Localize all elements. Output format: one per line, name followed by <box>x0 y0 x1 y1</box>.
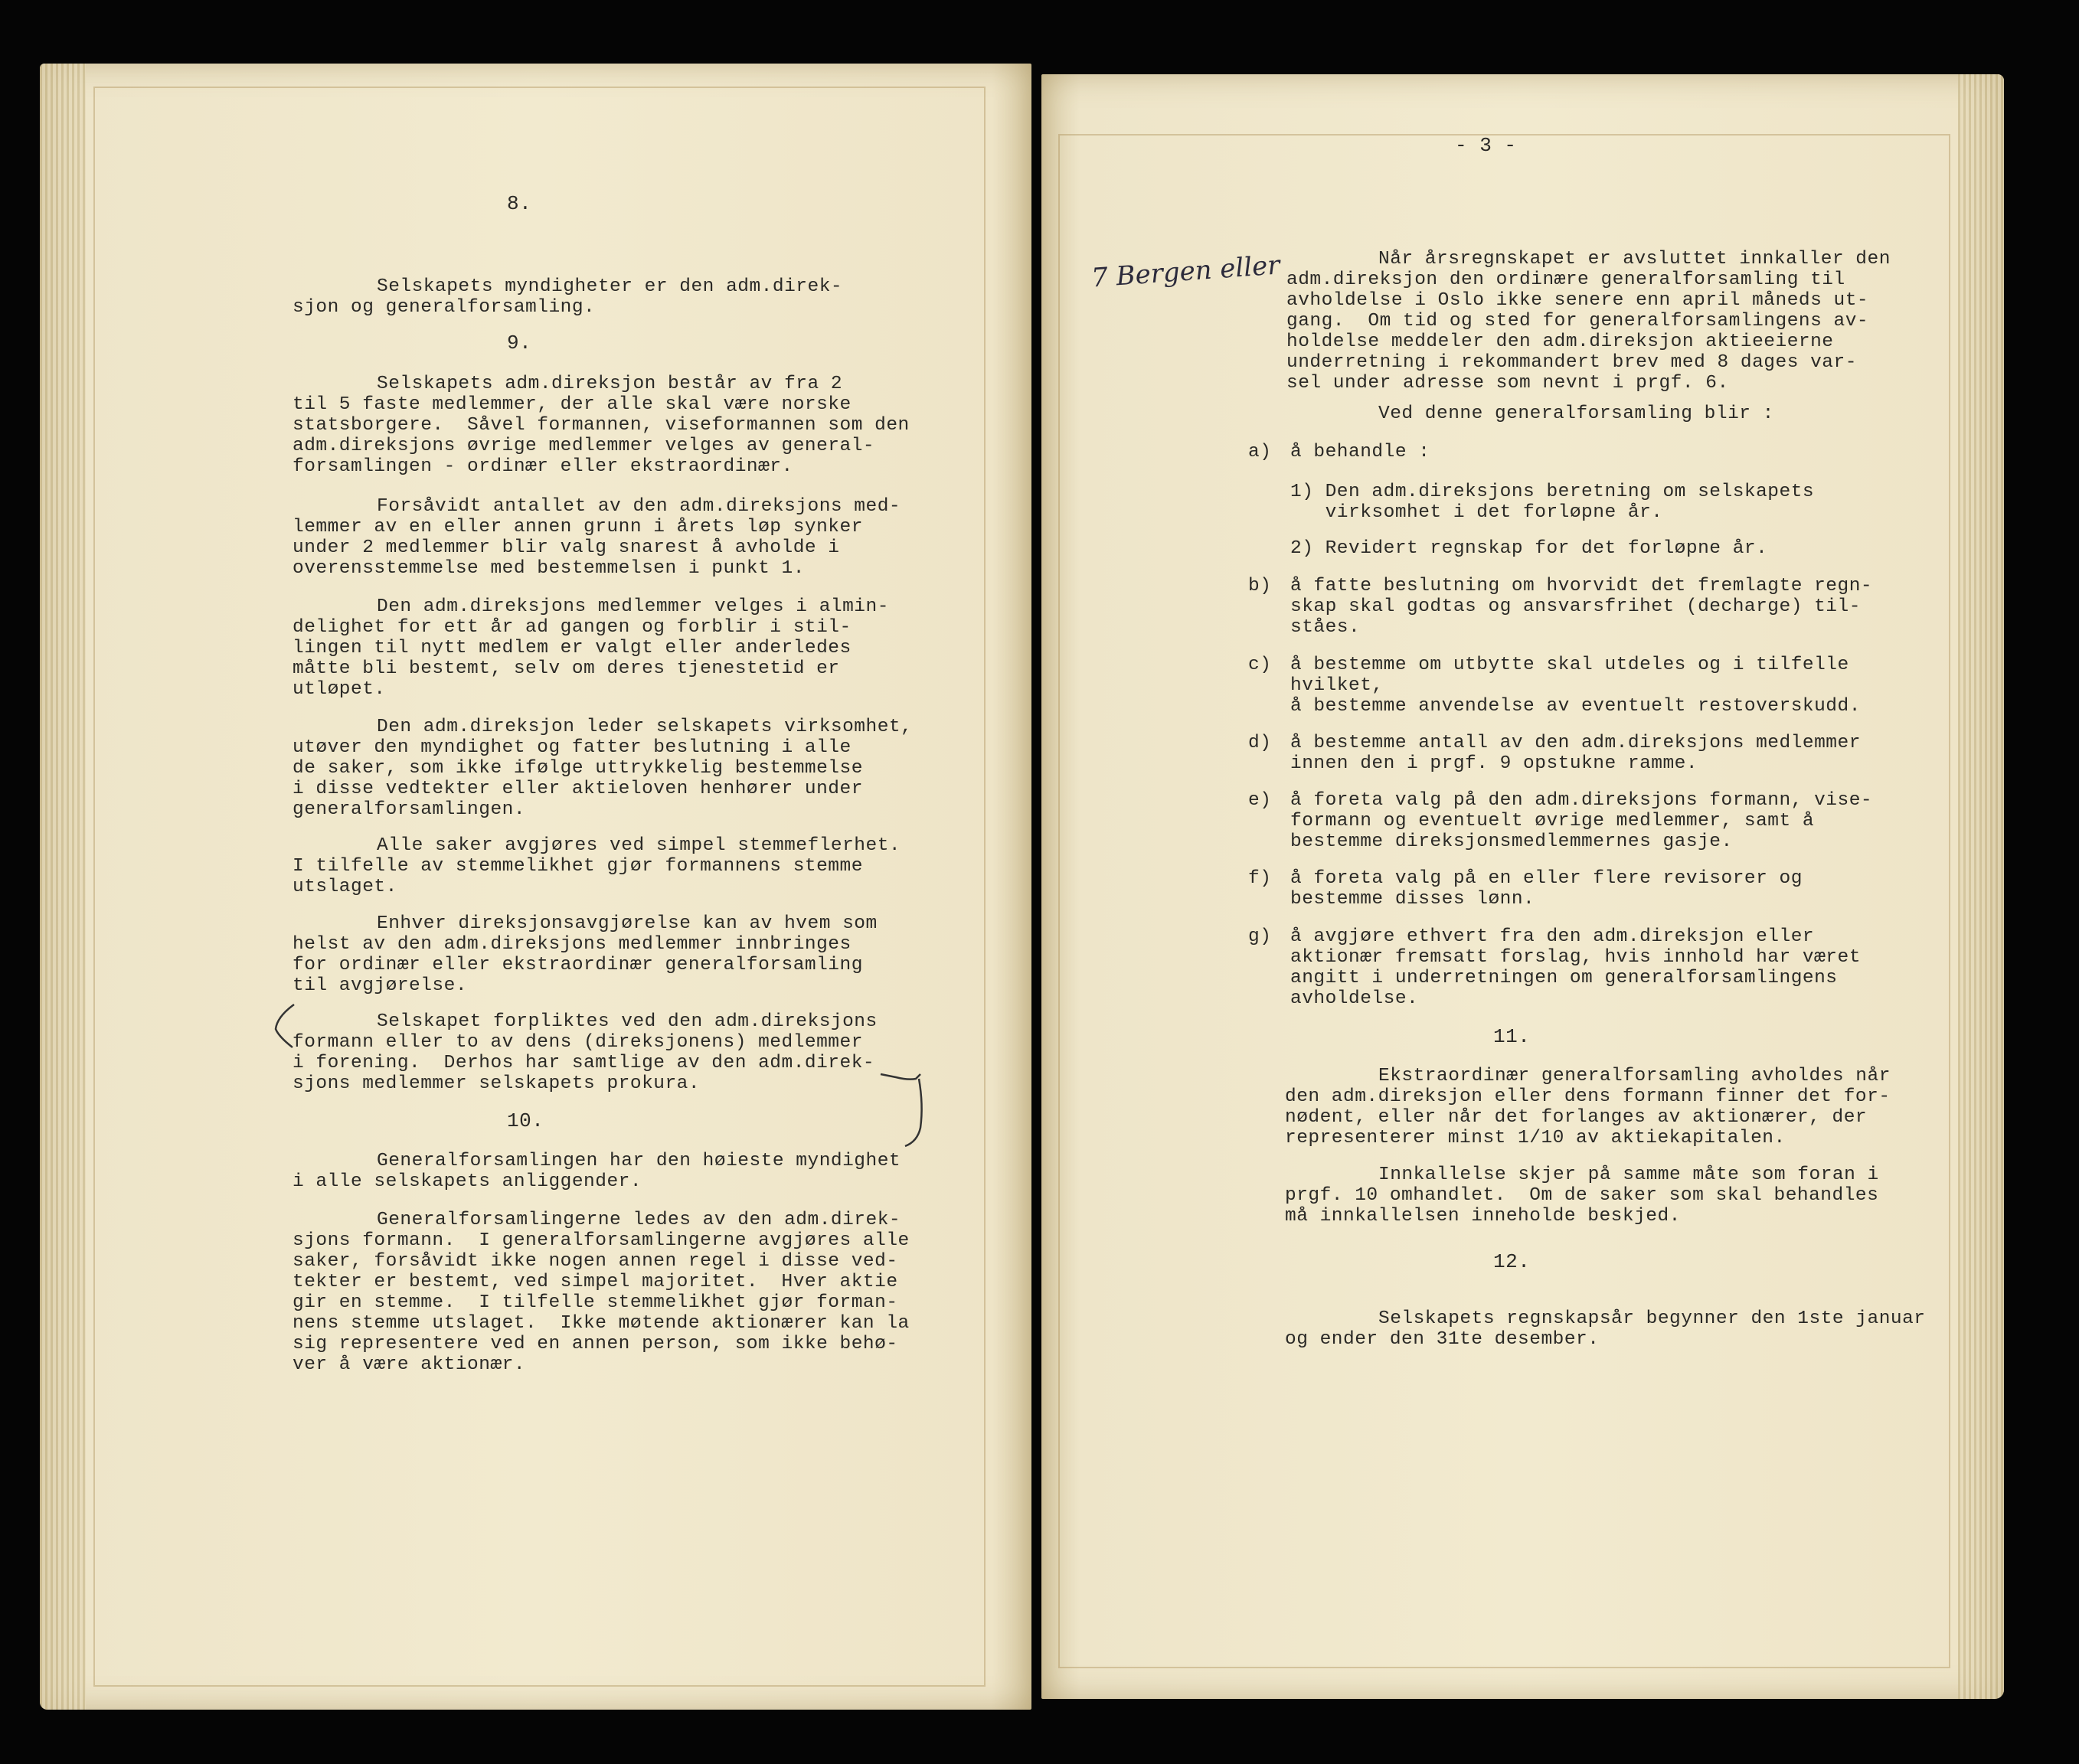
section-number-8: 8. <box>507 192 532 215</box>
text-line: Den adm.direksjon leder selskapets virksomhet, <box>377 717 913 737</box>
left-page <box>40 64 1031 1710</box>
text-line: bestemme direksjonsmedlemmernes gasje. <box>1290 831 1733 852</box>
text-line: Generalforsamlingen har den høieste myndighet <box>377 1151 901 1171</box>
text-line: saker, forsåvidt ikke nogen annen regel i disse ved- <box>293 1251 898 1272</box>
text-line: innen den i prgf. 9 opstukne ramme. <box>1290 753 1698 774</box>
text-line: sig representere ved en annen person, som ikke behø- <box>293 1334 898 1354</box>
pen-bracket-left <box>270 1001 300 1055</box>
text-line: sel under adresse som nevnt i prgf. 6. <box>1286 373 1729 394</box>
text-line: adm.direksjon den ordinære generalforsamling til <box>1286 270 1845 290</box>
text-line: underretning i rekommandert brev med 8 dages var- <box>1286 352 1857 373</box>
text-line: avholdelse. <box>1290 988 1419 1009</box>
text-line: og ender den 31te desember. <box>1285 1329 1600 1350</box>
text-line: skap skal godtas og ansvarsfrihet (decharge) til- <box>1290 596 1861 617</box>
agenda-intro: Ved denne generalforsamling blir : <box>1378 403 1774 424</box>
text-line: utøver den myndighet og fatter beslutning i alle <box>293 737 852 758</box>
text-line: angitt i underretningen om generalforsamlingens <box>1290 968 1838 988</box>
section-number-9: 9. <box>507 332 532 354</box>
text-line: å foreta valg på en eller flere revisorer og <box>1290 868 1803 889</box>
text-line: Den adm.direksjons medlemmer velges i almin- <box>377 596 889 617</box>
text-line: I tilfelle av stemmelikhet gjør formannens stemme <box>293 856 863 877</box>
text-line: Generalforsamlingerne ledes av den adm.direk- <box>377 1210 901 1230</box>
item-label-f: f) <box>1248 868 1272 889</box>
text-line: forsamlingen - ordinær eller ekstraordinær. <box>293 456 793 477</box>
item-label-g: g) <box>1248 926 1272 947</box>
text-line: utslaget. <box>293 877 397 897</box>
page-number: - 3 - <box>1455 134 1517 157</box>
text-line: Selskapets adm.direksjon består av fra 2 <box>377 374 843 394</box>
text-line: representerer minst 1/10 av aktiekapitalen. <box>1285 1128 1786 1148</box>
handwritten-note: 7 Bergen eller <box>1090 250 1281 294</box>
text-line: gang. Om tid og sted for generalforsamlingens av- <box>1286 311 1869 332</box>
text-line: de saker, som ikke ifølge uttrykkelig bestemmelse <box>293 758 863 779</box>
text-line: til avgjørelse. <box>293 975 468 996</box>
text-line: i forening. Derhos har samtlige av den adm.direk- <box>293 1053 875 1073</box>
text-line: nens stemme utslaget. Ikke møtende aktionærer kan la <box>293 1313 910 1334</box>
text-line: å foreta valg på den adm.direksjons formann, vise- <box>1290 790 1873 811</box>
item-label-b: b) <box>1248 576 1272 596</box>
text-line: Forsåvidt antallet av den adm.direksjons med- <box>377 496 901 517</box>
text-line: helst av den adm.direksjons medlemmer innbringes <box>293 934 852 955</box>
text-line: i disse vedtekter eller aktieloven henhører under <box>293 779 863 799</box>
text-line: i alle selskapets anliggender. <box>293 1171 642 1192</box>
text-line: nødent, eller når det forlanges av aktionærer, der <box>1285 1107 1868 1128</box>
text-line: for ordinær eller ekstraordinær generalforsamling <box>293 955 863 975</box>
text-line: å bestemme om utbytte skal utdeles og i tilfelle <box>1290 655 1849 675</box>
section-number-10: 10. <box>507 1109 544 1132</box>
text-line: aktionær fremsatt forslag, hvis innhold har været <box>1290 947 1861 968</box>
text-line: formann eller to av dens (direksjonens) medlemmer <box>293 1032 863 1053</box>
text-line: Selskapet forpliktes ved den adm.direksjons <box>377 1011 878 1032</box>
text-line: å behandle : <box>1290 442 1430 462</box>
text-line: 1) Den adm.direksjons beretning om selskapets <box>1290 482 1815 502</box>
text-line: måtte bli bestemt, selv om deres tjenestetid er <box>293 658 840 679</box>
right-page-edge <box>1958 74 2004 1699</box>
text-line: gir en stemme. I tilfelle stemmelikhet gjør forman- <box>293 1292 898 1313</box>
text-line: ver å være aktionær. <box>293 1354 526 1375</box>
text-line: å bestemme anvendelse av eventuelt restoverskudd. <box>1290 696 1861 717</box>
text-line: under 2 medlemmer blir valg snarest å avholde i <box>293 537 840 558</box>
text-line: å avgjøre ethvert fra den adm.direksjon eller <box>1290 926 1815 947</box>
text-line: Selskapets regnskapsår begynner den 1ste januar <box>1378 1308 1926 1329</box>
text-line: generalforsamlingen. <box>293 799 526 820</box>
item-label-a: a) <box>1248 442 1272 462</box>
text-line: sjons medlemmer selskapets prokura. <box>293 1073 701 1094</box>
text-line: adm.direksjons øvrige medlemmer velges av general- <box>293 436 875 456</box>
text-line: tekter er bestemt, ved simpel majoritet. Hver aktie <box>293 1272 898 1292</box>
text-line: statsborgere. Såvel formannen, viseformannen som den <box>293 415 910 436</box>
text-line: den adm.direksjon eller dens formann finner det for- <box>1285 1086 1891 1107</box>
left-page-edge <box>40 64 86 1710</box>
text-line: lemmer av en eller annen grunn i årets løp synker <box>293 517 863 537</box>
text-line: Selskapets myndigheter er den adm.direk- <box>377 276 843 297</box>
text-line: formann og eventuelt øvrige medlemmer, samt å <box>1290 811 1815 831</box>
text-line: avholdelse i Oslo ikke senere enn april måneds ut- <box>1286 290 1869 311</box>
section-number-11: 11. <box>1493 1025 1531 1048</box>
text-line: sjon og generalforsamling. <box>293 297 596 318</box>
section-number-12: 12. <box>1493 1250 1531 1273</box>
text-line: sjons formann. I generalforsamlingerne avgjøres alle <box>293 1230 910 1251</box>
text-line: delighet for ett år ad gangen og forblir i stil- <box>293 617 852 638</box>
text-line: utløpet. <box>293 679 386 700</box>
text-line: til 5 faste medlemmer, der alle skal være norske <box>293 394 852 415</box>
text-line: lingen til nytt medlem er valgt eller anderledes <box>293 638 852 658</box>
pen-bracket-right <box>874 1051 943 1158</box>
item-label-d: d) <box>1248 733 1272 753</box>
text-line: å fatte beslutning om hvorvidt det fremlagte regn- <box>1290 576 1873 596</box>
text-line: Enhver direksjonsavgjørelse kan av hvem som <box>377 913 878 934</box>
item-label-e: e) <box>1248 790 1272 811</box>
text-line: Ekstraordinær generalforsamling avholdes når <box>1378 1066 1891 1086</box>
text-line: virksomhet i det forløpne år. <box>1290 502 1663 523</box>
text-line: 2) Revidert regnskap for det forløpne år. <box>1290 538 1768 559</box>
text-line: Innkallelse skjer på samme måte som foran i <box>1378 1165 1879 1185</box>
text-line: å bestemme antall av den adm.direksjons medlemmer <box>1290 733 1861 753</box>
text-line: holdelse meddeler den adm.direksjon aktieeierne <box>1286 332 1834 352</box>
right-page <box>1041 74 2004 1699</box>
text-line: bestemme disses lønn. <box>1290 889 1535 910</box>
text-line: Alle saker avgjøres ved simpel stemmeflerhet. <box>377 835 901 856</box>
text-line: Når årsregnskapet er avsluttet innkaller den <box>1378 249 1891 270</box>
text-line: ståes. <box>1290 617 1361 638</box>
text-line: må innkallelsen inneholde beskjed. <box>1285 1206 1681 1227</box>
text-line: prgf. 10 omhandlet. Om de saker som skal behandles <box>1285 1185 1879 1206</box>
left-page-frame <box>93 87 986 1687</box>
item-label-c: c) <box>1248 655 1272 675</box>
text-line: hvilket, <box>1290 675 1384 696</box>
text-line: overensstemmelse med bestemmelsen i punkt 1. <box>293 558 805 579</box>
